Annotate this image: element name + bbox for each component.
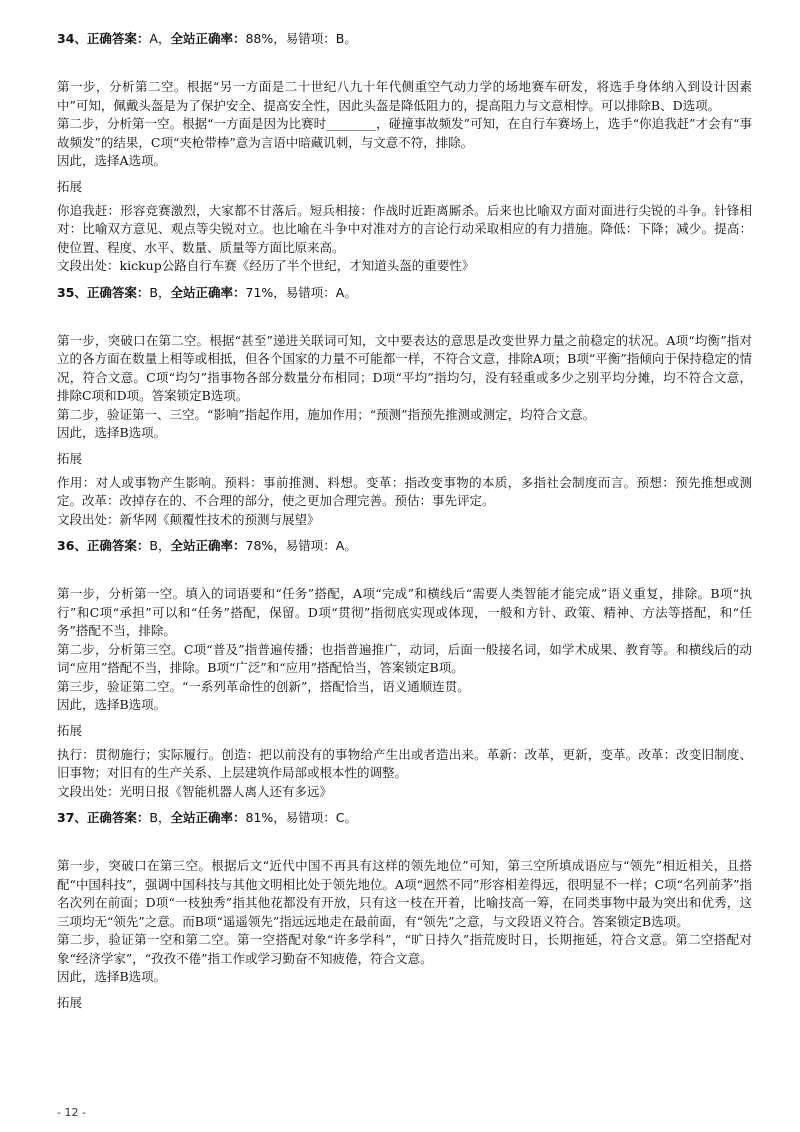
extension-heading: 拓展 [57,722,83,738]
extension-heading: 拓展 [57,450,83,466]
accuracy-label: 全站正确率： [170,31,246,46]
accuracy-label: 全站正确率： [170,538,246,553]
extension-heading: 拓展 [57,178,83,194]
answer-value: A， [149,31,171,46]
analysis-paragraph: 第一步，突破口在第三空。根据后文“近代中国不再具有这样的领先地位”可知，第三空所填成语应与“领先”相近相关，且搭配“中国科技”，强调中国科技与其他文明相比处于领先地位。A项“迥然不同”形容相差得远，很明显不一样；C项“名列前茅”指名次列在前面；D项“一枝独秀”指其他花都没有开放，只有这一枝在开着，比喻技高一筹，在同类事物中最为突出和优秀，这三项均无“领先”之意。而B项“遥遥领先”指远远地走在最前面，有“领先”之意，与文段语义符合。答案锁定B选项。 [57,858,752,929]
accuracy-value: 81%，易错项：C。 [245,810,358,825]
analysis-paragraph: 因此，选择B选项。 [57,425,167,440]
analysis-paragraph: 因此，选择A选项。 [57,153,167,168]
extension-paragraph: 你追我赶：形容竞赛激烈，大家都不甘落后。短兵相接：作战时近距离厮杀。后来也比喻双方面对面进行尖锐的斗争。针锋相对：比喻双方意见、观点等尖锐对立。也比喻在斗争中对准对方的言论行动采取相应的有力措施。降低：下降；减少。提高：使位置、程度、水平、数量、质量等方面比原来高。 [57,202,752,255]
document-page [57,30,752,1020]
question-34 [57,30,752,276]
analysis-paragraph: 第一步，分析第二空。根据“另一方面是二十世纪八九十年代侧重空气动力学的场地赛车研发，将选手身体纳入到设计因素中”可知，佩戴头盔是为了保护安全、提高安全性，因此头盔是降低阻力的，提高阻力与文意相悖。可以排除B、D选项。 [57,79,752,113]
analysis-paragraph: 第二步，分析第三空。C项“普及”指普遍传播；也指普遍推广，动词，后面一般接名词，如学术成果、教育等。和横线后的动词“应用”搭配不当，排除。B项“广泛”和“应用”搭配恰当，答案锁定B项。 [57,641,752,675]
extension-paragraph: 作用：对人或事物产生影响。预料：事前推测、料想。变革：指改变事物的本质，多指社会制度而言。预想：预先推想或测定。改革：改掉存在的、不合理的部分，使之更加合理完善。预估：事先评定。 [57,474,752,508]
answer-header [57,30,752,48]
analysis-paragraph: 因此，选择B选项。 [57,969,167,984]
accuracy-value: 88%，易错项：B。 [245,31,357,46]
question-35 [57,284,752,530]
question-36 [57,537,752,801]
answer-header [57,537,752,555]
analysis-paragraph: 第三步，验证第二空。“一系列革命性的创新”，搭配恰当，语义通顺连贯。 [57,678,470,694]
answer-value: B， [149,284,171,300]
accuracy-value: 78%，易错项：A。 [245,538,357,553]
source-line: 文段出处：光明日报《智能机器人离人还有多远》 [57,783,333,799]
analysis-paragraph: 因此，选择B选项。 [57,697,167,712]
extension-paragraph: 执行：贯彻施行；实际履行。创造：把以前没有的事物给产生出或者造出来。革新：改革，更新，变革。改革：改变旧制度、旧事物；对旧有的生产关系、上层建筑作局部或根本性的调整。 [57,746,752,780]
analysis-paragraph: 第一步，分析第一空。填入的词语要和“任务”搭配，A项“完成”和横线后“需要人类智能才能完成”语义重复，排除。B项“执行”和C项“承担”可以和“任务”搭配，保留。D项“贯彻”指彻底实现或体现，一般和方针、政策、精神、方法等搭配，和“任务”搭配不当，排除。 [57,586,752,638]
answer-label: 36、正确答案： [57,538,150,553]
analysis-paragraph: 第二步，验证第一空和第二空。第一空搭配对象“许多学科”，“旷日持久”指荒废时日，长期拖延，符合文意。第二空搭配对象“经济学家”，“孜孜不倦”指工作或学习勤奋不知疲倦，符合文意。 [57,932,752,966]
answer-label: 37、正确答案： [57,810,150,825]
answer-label: 35、正确答案： [57,284,150,300]
answer-value: B， [149,810,171,825]
accuracy-value: 71%，易错项：A。 [245,284,357,300]
source-line: 文段出处：kickup公路自行车赛《经历了半个世纪，才知道头盔的重要性》 [57,258,475,273]
page-number: - 12 - [57,1106,86,1119]
accuracy-label: 全站正确率： [170,810,246,825]
analysis-paragraph: 第二步，分析第一空。根据“一方面是因为比赛时________，碰撞事故频发”可知，在自行车赛场上，选手“你追我赶”才会有“事故频发”的结果，C项“夹枪带棒”意为言语中暗藏讥刺，与文意不符，排除。 [57,116,752,150]
answer-label: 34、正确答案： [57,31,150,46]
question-37 [57,809,752,1012]
analysis-paragraph: 第一步，突破口在第二空。根据“甚至”递进关联词可知，文中要表达的意思是改变世界力量之前稳定的状况。A项“均衡”指对立的各方面在数量上相等或相抵，但各个国家的力量不可能都一样，不符合文意，排除A项；B项“平衡”指倾向于保持稳定的情况，符合文意。C项“均匀”指事物各部分数量分布相同；D项“平均”指均匀，没有轻重或多少之别平均分摊，均不符合文意，排除C项和D项。答案锁定B选项。 [57,332,752,403]
accuracy-label: 全站正确率： [170,284,246,300]
answer-header [57,809,752,827]
extension-heading: 拓展 [57,994,83,1010]
source-line: 文段出处：新华网《颠覆性技术的预测与展望》 [57,511,320,527]
analysis-paragraph: 第二步，验证第一、三空。“影响”指起作用，施加作用；“预测”指预先推测或测定，均符合文意。 [57,406,596,422]
answer-header [57,284,752,302]
answer-value: B， [149,538,171,553]
